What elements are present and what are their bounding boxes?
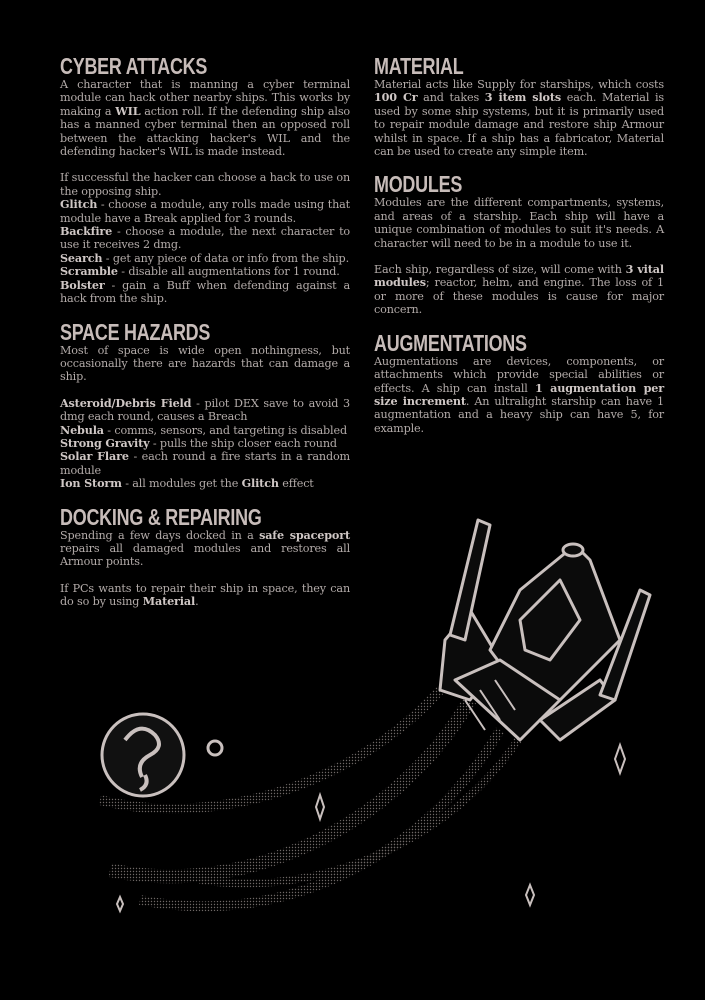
paragraph	[60, 450, 350, 477]
section-material	[374, 54, 664, 158]
text-run: - comms, sensors, and targeting is disabled	[103, 423, 347, 437]
text-run: and takes	[417, 91, 485, 105]
text-run: A character that is manning a cyber terminal module can hack other nearby ships. This works by making a	[60, 78, 350, 118]
text-run: ; reactor, helm, and engine. The loss of 1 or more of these modules is cause for major concern.	[374, 276, 664, 317]
bold-term: 1 augmentation per size increment	[374, 380, 664, 408]
text-run: - get any piece of data or info from the ship.	[102, 251, 349, 265]
paragraph	[60, 424, 350, 437]
text-run: Each ship, regardless of size, will come with	[374, 263, 626, 277]
bold-term: safe spaceport	[259, 527, 350, 542]
paragraph	[374, 355, 664, 435]
section-space-hazards	[60, 320, 350, 491]
bold-term: Search	[60, 250, 103, 265]
paragraph	[60, 198, 350, 225]
bold-term: Nebula	[60, 422, 104, 437]
paragraph	[60, 225, 350, 252]
section-augmentations	[374, 331, 664, 435]
section-cyber-attacks	[60, 54, 350, 306]
text-run: - choose a module, the next character to use it receives 2 dmg.	[60, 225, 350, 252]
text-run: repairs all damaged modules and restores all Armour points.	[60, 541, 350, 569]
text-run: action roll. If the defending ship also has a manned cyber terminal then an opposed roll between the attacking hacker's WIL and the defending hacker's WIL is made instead.	[60, 104, 350, 159]
paragraph	[60, 171, 350, 198]
section-modules	[374, 172, 664, 316]
paragraph	[60, 279, 350, 306]
bold-term: Solar Flare	[60, 449, 129, 464]
paragraph	[60, 437, 350, 450]
paragraph	[60, 397, 350, 424]
section-heading: DOCKING & REPAIRING	[60, 503, 262, 530]
text-run: Spending a few days docked in a	[60, 528, 260, 542]
text-run: - pulls the ship closer each round	[149, 436, 337, 450]
star-icons	[117, 745, 625, 911]
moon-icon	[208, 741, 222, 755]
text-run: - all modules get the	[121, 477, 242, 491]
bold-term: 3 vital modules	[374, 262, 664, 290]
paragraph	[374, 263, 664, 317]
planet-icon	[102, 714, 184, 796]
text-run: - choose a module, any rolls made using that module have a Break applied for 3 rounds.	[60, 198, 350, 225]
text-run: .	[195, 595, 199, 609]
bold-term: Ion Storm	[60, 476, 122, 491]
bold-term: 100 Cr	[374, 90, 418, 105]
text-run: each. Material is used by some ship systems, but it is primarily used to repair module damage and restore ship Armour whilst in space. If a ship has a fabricator, Material can be used to create any simple item.	[374, 91, 664, 159]
bold-term: Bolster	[60, 277, 105, 292]
bold-term: Asteroid/Debris Field	[60, 395, 192, 410]
bold-term: Scramble	[60, 264, 118, 279]
text-run: - gain a Buff when defending against a hack from the ship.	[60, 278, 350, 306]
section-heading: SPACE HAZARDS	[60, 318, 211, 345]
paragraph	[60, 78, 350, 158]
text-run: Material acts like Supply for starships, which costs	[374, 78, 664, 91]
text-run: If PCs wants to repair their ship in space, they can do so by using	[60, 581, 350, 609]
paragraph	[374, 196, 664, 250]
bold-term: Strong Gravity	[60, 435, 150, 450]
paragraph	[60, 344, 350, 384]
right-column	[374, 54, 664, 449]
paragraph	[60, 477, 350, 490]
text-run: - pilot DEX save to avoid 3 dmg each round, causes a Breach	[60, 396, 350, 424]
text-run: . An ultralight starship can have 1 augmentation and a heavy ship can have 5, for example.	[374, 394, 664, 435]
paragraph	[60, 265, 350, 278]
spaceship-illustration	[0, 500, 705, 1000]
bold-term: WIL	[115, 103, 141, 118]
paragraph	[60, 252, 350, 265]
text-run: - disable all augmentations for 1 round.	[117, 265, 340, 279]
bold-term: Material	[142, 594, 196, 609]
bold-term: Backfire	[60, 224, 113, 239]
section-heading: AUGMENTATIONS	[374, 329, 527, 356]
text-run: Augmentations are devices, components, or attachments which provide special abilities or effects. A ship can install	[374, 354, 664, 395]
text-run: If successful the hacker can choose a hack to use on the opposing ship.	[60, 171, 350, 198]
section-heading: MATERIAL	[374, 53, 464, 79]
section-heading: MODULES	[374, 171, 463, 198]
paragraph	[374, 78, 664, 158]
section-heading: CYBER ATTACKS	[60, 53, 208, 79]
text-run: effect	[278, 477, 314, 491]
bold-term: Glitch	[241, 476, 279, 491]
text-run: Modules are the different compartments, systems, and areas of a starship. Each ship will have a unique combination of modules to suit it's needs. A character will need to be in a module to use it.	[374, 196, 664, 250]
text-run: - each round a fire starts in a random module	[60, 450, 350, 477]
text-run: Most of space is wide open nothingness, but occasionally there are hazards that can damage a ship.	[60, 343, 350, 384]
bold-term: 3 item slots	[484, 90, 562, 105]
bold-term: Glitch	[60, 197, 98, 212]
